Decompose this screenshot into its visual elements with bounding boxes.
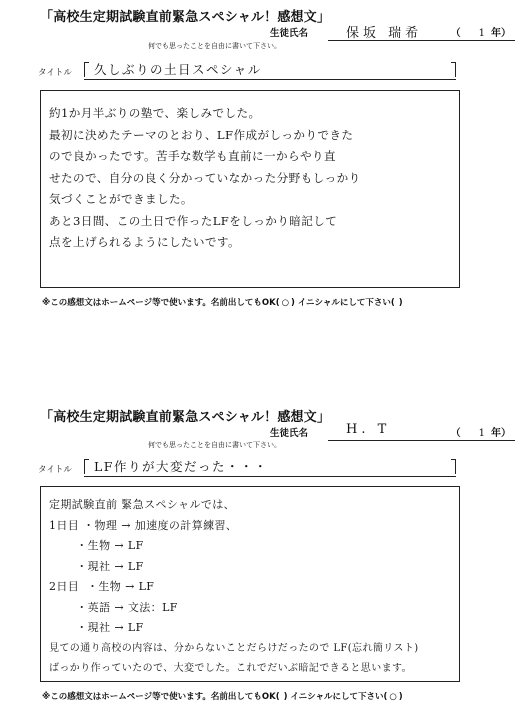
title-bracket-right	[451, 459, 456, 474]
title-bracket-right	[451, 62, 456, 77]
essay-line: ・現社 → LF	[49, 559, 144, 573]
essay-line: 定期試験直前 緊急スペシャルでは、	[49, 498, 236, 511]
title-underline	[84, 476, 456, 477]
essay-line: ・現社 → LF	[49, 621, 144, 634]
title-value: 久しぶりの土日スペシャル	[94, 62, 262, 77]
student-name-underline	[328, 440, 515, 441]
student-name-value: 保坂 瑞希	[346, 26, 423, 41]
title-bracket-left	[84, 459, 89, 474]
student-name-label: 生徒氏名	[270, 428, 309, 439]
free-writing-note: 何でも思ったことを自由に書いて下さい。	[148, 441, 281, 449]
grade-close: 年）	[491, 28, 511, 39]
student-name-row	[270, 423, 515, 443]
essay-line: 約1か月半ぶりの塾で、楽しみでした。	[49, 106, 261, 120]
grade-value: 1	[478, 28, 485, 39]
free-writing-note: 何でも思ったことを自由に書いて下さい。	[148, 42, 281, 50]
essay-line: ・生物 → LF	[49, 539, 144, 552]
student-name-row	[270, 23, 515, 43]
essay-line: せたので、自分の良く分かっていなかった分野もしっかり	[49, 170, 361, 185]
title-row	[38, 60, 456, 82]
title-label: タイトル	[38, 68, 72, 78]
essay-box	[40, 486, 460, 682]
consent-text-before: ※この感想文はホームページ等で使います。名前出してもOK(	[42, 692, 280, 702]
student-name-value: H. T	[346, 422, 391, 437]
essay-box	[40, 90, 460, 288]
essay-line: 2日目 ・生物 → LF	[49, 580, 155, 593]
consent-text-before: ※この感想文はホームページ等で使います。名前出してもOK(	[42, 298, 280, 308]
essay-line: ・英語 → 文法：LF	[49, 600, 178, 614]
essay-line: 最初に決めたテーマのとおり、LF作成がしっかりできた	[49, 127, 354, 142]
grade-value: 1	[478, 428, 485, 439]
form-title: 「高校生定期試験直前緊急スペシャル！感想文」	[40, 10, 331, 25]
essay-line: 見ての通り高校の内容は、分からないことだらけだったので LF(忘れ簡リスト)	[49, 642, 419, 654]
title-bracket-left	[84, 62, 89, 77]
grade-open: （	[450, 28, 461, 39]
essay-line: ので良かったです。苦手な数学も直前に一からやり直	[49, 149, 336, 163]
essay-text	[49, 103, 451, 254]
consent-text-end: )	[398, 298, 403, 308]
title-label: タイトル	[38, 465, 72, 475]
consent-name-ok-mark: ○	[281, 298, 290, 308]
publication-consent-note	[42, 690, 403, 702]
student-name-label: 生徒氏名	[270, 28, 309, 39]
consent-text-middle: ) イニシャルにして下さい(	[291, 298, 395, 308]
form-title: 「高校生定期試験直前緊急スペシャル！感想文」	[40, 410, 331, 425]
essay-sheet-1	[0, 0, 520, 350]
essay-line: 1日目 ・物理 → 加速度の計算練習、	[49, 518, 238, 532]
essay-sheet-2	[0, 400, 520, 717]
grade-field	[451, 24, 511, 39]
title-underline	[84, 79, 456, 80]
essay-line: あと3日間、この土日で作ったLFをしっかり暗記して	[49, 213, 338, 228]
essay-line: 気づくことができました。	[49, 192, 193, 206]
essay-text	[49, 495, 451, 680]
title-row	[38, 457, 456, 479]
consent-text-middle: ) イニシャルにして下さい(	[283, 692, 388, 702]
essay-line: ばっかり作っていたので、大変でした。これでだいぶ暗記できると思います。	[49, 663, 412, 674]
publication-consent-note	[42, 296, 403, 308]
consent-text-end: )	[398, 692, 403, 702]
grade-open: （	[450, 428, 461, 439]
essay-line: 点を上げられるようにしたいです。	[49, 235, 240, 249]
title-value: LF作りが大変だった・・・	[94, 459, 268, 474]
grade-field	[451, 424, 511, 439]
grade-close: 年）	[491, 428, 511, 439]
consent-initial-mark: ○	[389, 692, 397, 702]
